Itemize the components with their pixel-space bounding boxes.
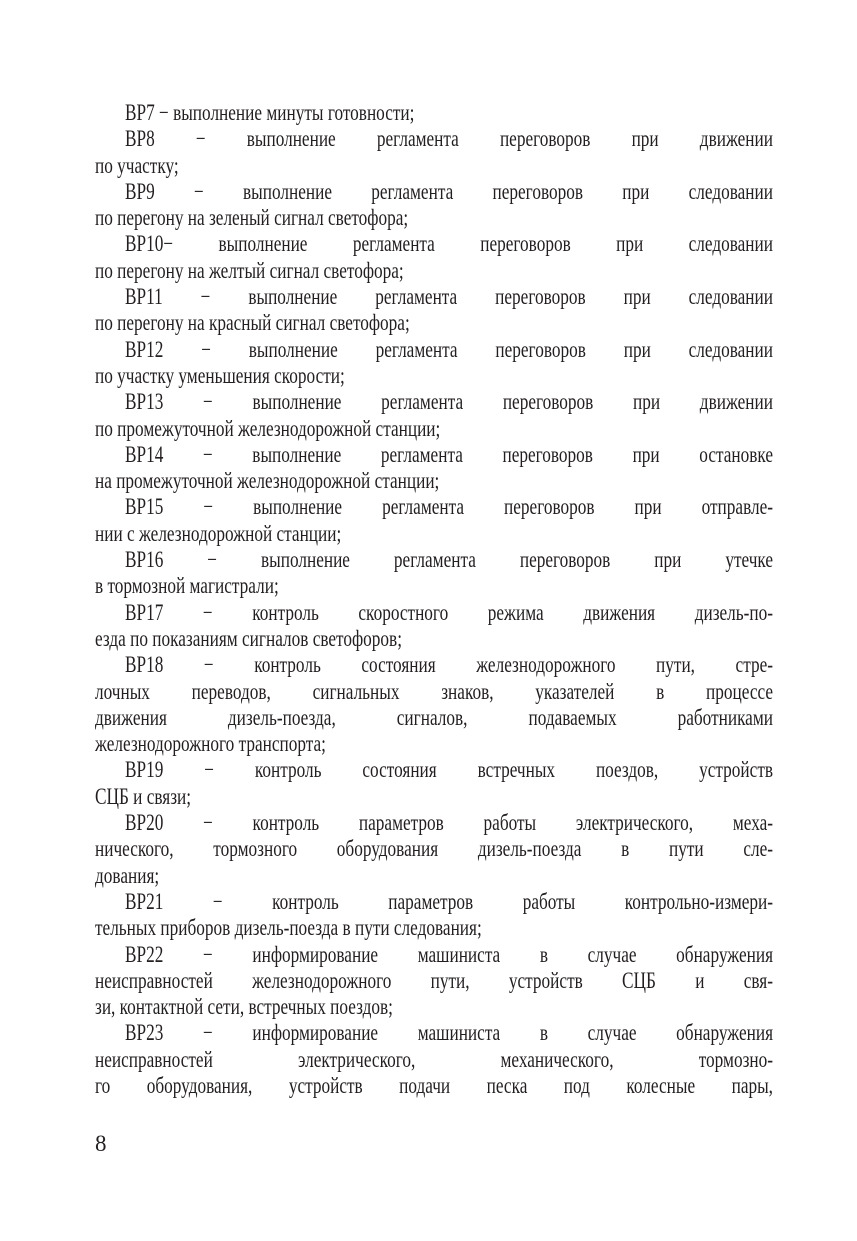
text-line [95,626,773,652]
text-line-content: неисправностей электрического, механического, тормозно- [95,1046,773,1072]
list-item [95,810,773,889]
text-line [95,389,773,415]
text-line-content: го оборудования, устройств подачи песка под колесные пары, [95,1072,773,1098]
text-line [95,573,773,599]
text-line-content: ВР14 − выполнение регламента переговоров при остановке [125,441,773,467]
text-line-content: нии с железнодорожной станции; [95,520,342,546]
text-line-content: по промежуточной железнодорожной станции; [95,415,441,441]
text-line-content: железнодорожного транспорта; [95,731,326,757]
list-item [95,126,773,179]
text-line-content: ВР15 − выполнение регламента переговоров при отправле- [125,494,773,520]
text-line-content: ВР17 − контроль скоростного режима движения дизель-по- [125,599,773,625]
text-line-content: ВР10− выполнение регламента переговоров при следовании [125,231,773,257]
text-line-content: в тормозной магистрали; [95,573,279,599]
text-line-content: движения дизель-поезда, сигналов, подаваемых работниками [95,704,773,730]
text-line-content: ВР20 − контроль параметров работы электрического, меха- [125,810,773,836]
text-line-content: на промежуточной железнодорожной станции; [95,468,440,494]
text-line [95,100,773,126]
text-line [95,836,773,862]
page-number: 8 [95,1131,107,1156]
text-line [95,863,773,889]
text-line-content: лочных переводов, сигнальных знаков, указателей в процессе [95,678,773,704]
text-line [95,994,773,1020]
list-item [95,389,773,442]
text-line [95,126,773,152]
text-line-content: ВР21 − контроль параметров работы контрольно-измери- [125,888,773,914]
list-item [95,889,773,942]
text-line [95,468,773,494]
text-line [95,915,773,941]
text-line-content: ВР16 − выполнение регламента переговоров при утечке [125,547,773,573]
text-line-content: ВР12 − выполнение регламента переговоров при следовании [125,336,773,362]
text-line-content: езда по показаниям сигналов светофоров; [95,625,402,651]
list-item [95,1020,773,1099]
list-item [95,942,773,1021]
list-item [95,179,773,232]
text-line [95,1073,773,1099]
text-line-content: ВР19 − контроль состояния встречных поездов, устройств [125,757,773,783]
text-line [95,337,773,363]
text-line-content: ВР23 − информирование машиниста в случае обнаружения [125,1020,773,1046]
text-line-content: неисправностей железнодорожного пути, устройств СЦБ и свя- [95,967,773,993]
list-item [95,494,773,547]
text-line [95,310,773,336]
text-line [95,652,773,678]
list-item [95,757,773,810]
text-line [95,731,773,757]
text-line-content: по участку уменьшения скорости; [95,362,345,388]
text-line [95,521,773,547]
text-line-content: ВР9 − выполнение регламента переговоров при следовании [125,178,773,204]
text-line [95,810,773,836]
text-line-content: ВР7 − выполнение минуты готовности; [125,100,415,125]
text-line [95,205,773,231]
text-line-content: дования; [95,862,160,888]
text-line [95,231,773,257]
list-item [95,337,773,390]
text-line [95,153,773,179]
text-line [95,258,773,284]
text-line [95,679,773,705]
text-line [95,942,773,968]
text-line [95,494,773,520]
list-item [95,652,773,757]
text-line-content: ВР18 − контроль состояния железнодорожного пути, стре- [125,652,773,678]
page-body-text [95,100,773,1099]
text-line-content: ВР8 − выполнение регламента переговоров при движении [125,126,773,152]
list-item [95,600,773,653]
text-line [95,784,773,810]
text-line-content: ВР13 − выполнение регламента переговоров при движении [125,389,773,415]
list-item [95,231,773,284]
list-item [95,100,773,126]
text-line [95,179,773,205]
text-line [95,757,773,783]
text-line-content: тельных приборов дизель-поезда в пути следования; [95,915,482,941]
text-line [95,968,773,994]
text-line-content: зи, контактной сети, встречных поездов; [95,994,393,1020]
list-item [95,442,773,495]
text-line [95,705,773,731]
text-line-content: по перегону на красный сигнал светофора; [95,310,410,336]
text-line-content: по перегону на зеленый сигнал светофора; [95,205,409,231]
text-line-content: ВР11 − выполнение регламента переговоров при следовании [125,284,773,310]
list-item [95,284,773,337]
text-line-content: СЦБ и связи; [95,783,192,809]
text-line [95,889,773,915]
text-line-content: ВР22 − информирование машиниста в случае обнаружения [125,941,773,967]
text-line [95,416,773,442]
text-line-content: нического, тормозного оборудования дизель-поезда в пути сле- [95,836,773,862]
text-line [95,442,773,468]
text-line [95,1020,773,1046]
list-item [95,547,773,600]
text-line [95,363,773,389]
text-line-content: по перегону на желтый сигнал светофора; [95,257,404,283]
text-line [95,600,773,626]
text-line-content: по участку; [95,152,179,178]
text-line [95,547,773,573]
text-line [95,1047,773,1073]
text-line [95,284,773,310]
